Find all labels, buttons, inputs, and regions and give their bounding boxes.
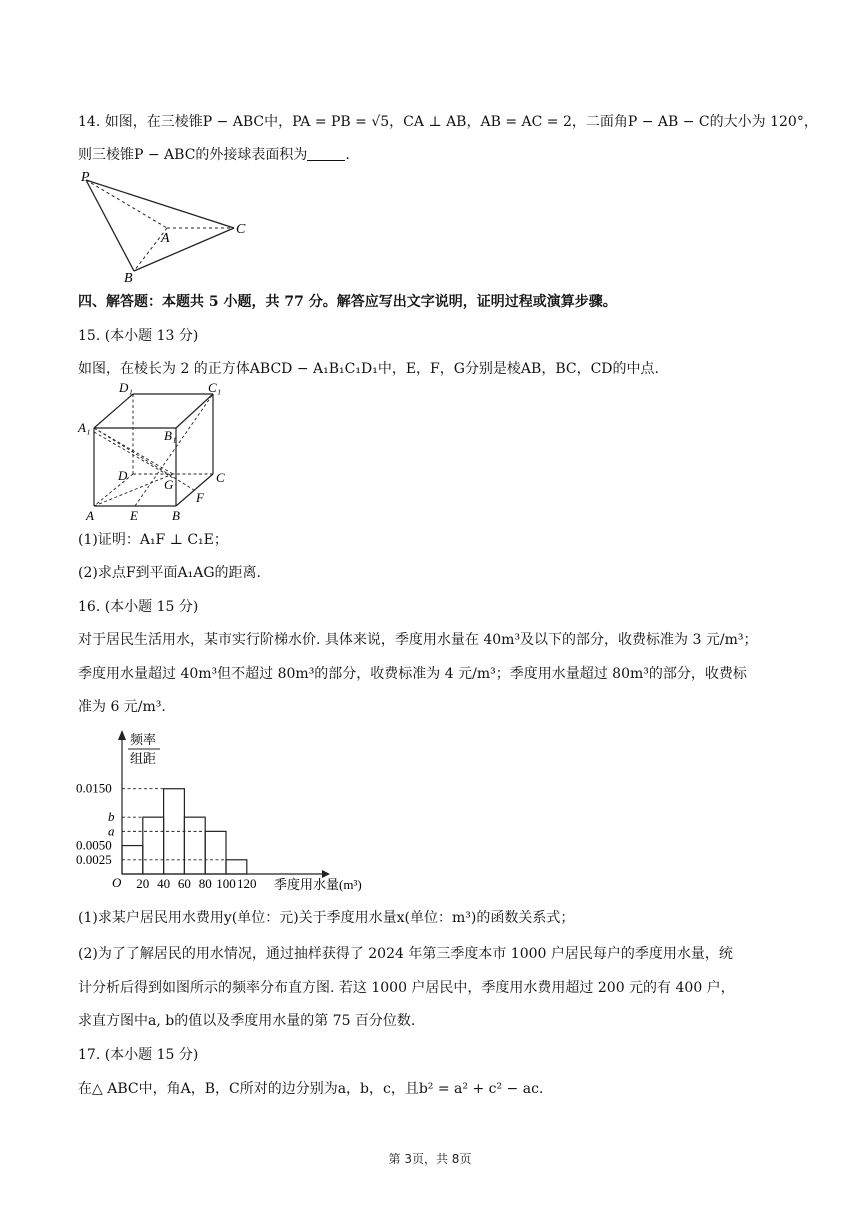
label-a1: A₁ bbox=[78, 420, 91, 435]
histogram-bar-6 bbox=[226, 860, 247, 874]
x-tick-label-6: 120 bbox=[237, 876, 257, 891]
y-label-top: 频率 bbox=[130, 732, 157, 747]
q15-stem: 如图，在棱长为 2 的正方体ABCD − A₁B₁C₁D₁中，E，F，G分别是棱AB，BC，CD的中点. bbox=[78, 361, 659, 377]
label-b: B bbox=[124, 271, 133, 284]
x-tick-label-1: 20 bbox=[136, 876, 150, 891]
label-c: C bbox=[236, 222, 246, 237]
histogram-bar-2 bbox=[143, 817, 164, 874]
y-tick-label-2: b bbox=[108, 809, 115, 825]
y-tick-label-3: a bbox=[108, 823, 115, 839]
q16-part2-line3: 求直方图中a, b的值以及季度用水量的第 75 百分位数. bbox=[78, 1013, 416, 1029]
q14-line2-text: 则三棱锥P − ABC的外接球表面积为 bbox=[78, 147, 308, 163]
label-c1: C₁ bbox=[208, 380, 222, 395]
q17-header: 17. (本小题 15 分) bbox=[78, 1047, 199, 1063]
label-a: A bbox=[86, 508, 94, 522]
edge-bc bbox=[134, 228, 234, 271]
label-e: E bbox=[130, 508, 138, 522]
label-a: A bbox=[161, 231, 170, 246]
label-b: B bbox=[172, 508, 180, 522]
label-b1: B₁ bbox=[164, 428, 177, 443]
tetrahedron-figure bbox=[74, 168, 254, 284]
x-axis-label: 季度用水量(m³) bbox=[274, 877, 362, 892]
y-tick-label-5: 0.0025 bbox=[76, 851, 112, 867]
q16-line1: 对于居民生活用水，某市实行阶梯水价. 具体来说，季度用水量在 40m³及以下的部分，收费标准为 3 元/m³； bbox=[78, 632, 758, 648]
x-tick-label-3: 60 bbox=[177, 876, 191, 891]
q14-line1: 14. 如图，在三棱锥P − ABC中，PA = PB = √5，CA ⊥ AB，AB = AC = 2，二面角P − AB − C的大小为 120°， bbox=[78, 114, 818, 130]
y-tick-label-1: 0.0150 bbox=[76, 780, 112, 796]
label-c: C bbox=[216, 470, 225, 485]
label-p: P bbox=[81, 170, 90, 185]
origin-label: O bbox=[112, 875, 122, 890]
cube-figure bbox=[74, 380, 244, 522]
label-d1: D₁ bbox=[119, 380, 133, 395]
page-footer: 第 3页，共 8页 bbox=[388, 1152, 472, 1166]
histogram-bar-4 bbox=[184, 817, 205, 874]
q16-header: 16. (本小题 15 分) bbox=[78, 599, 199, 615]
q16-part2-line2: 计分析后得到如图所示的频率分布直方图. 若这 1000 户居民中，季度用水费用超过 200 元的有 400 户， bbox=[78, 980, 735, 996]
x-tick-label-4: 80 bbox=[198, 876, 212, 891]
histogram-bar-5 bbox=[205, 831, 226, 874]
y-tick-label-4: 0.0050 bbox=[76, 837, 112, 853]
q17-stem: 在△ ABC中，角A，B，C所对的边分别为a，b，c，且b² = a² + c² − ac. bbox=[78, 1081, 544, 1097]
q14-line2-end: . bbox=[345, 147, 350, 163]
section-heading: 四、解答题：本题共 5 小题，共 77 分。解答应写出文字说明，证明过程或演算步骤。 bbox=[78, 294, 617, 310]
q15-header: 15. (本小题 13 分) bbox=[78, 328, 199, 344]
frequency-histogram bbox=[74, 726, 394, 898]
q15-part2: (2)求点F到平面A₁AG的距离. bbox=[78, 565, 262, 581]
y-label-bottom: 组距 bbox=[130, 751, 157, 766]
label-d: D bbox=[118, 468, 128, 483]
x-tick-label-2: 40 bbox=[157, 876, 171, 891]
label-g: G bbox=[164, 477, 174, 492]
q16-line3: 准为 6 元/m³. bbox=[78, 699, 166, 715]
q16-line2: 季度用水量超过 40m³但不超过 80m³的部分，收费标准为 4 元/m³；季度用水量超过 80m³的部分，收费标 bbox=[78, 666, 747, 682]
q16-part1: (1)求某户居民用水费用y(单位：元)关于季度用水量x(单位：m³)的函数关系式； bbox=[78, 910, 575, 926]
q15-part1: (1)证明：A₁F ⊥ C₁E； bbox=[78, 532, 228, 548]
label-f: F bbox=[196, 490, 204, 505]
y-axis-arrow bbox=[118, 730, 126, 740]
answer-blank bbox=[307, 146, 345, 161]
x-tick-label-5: 100 bbox=[216, 876, 236, 891]
q14-line2 bbox=[78, 145, 350, 165]
q16-part2-line1: (2)为了了解居民的用水情况，通过抽样获得了 2024 年第三季度本市 1000 户居民每户的季度用水量，统 bbox=[78, 946, 733, 962]
